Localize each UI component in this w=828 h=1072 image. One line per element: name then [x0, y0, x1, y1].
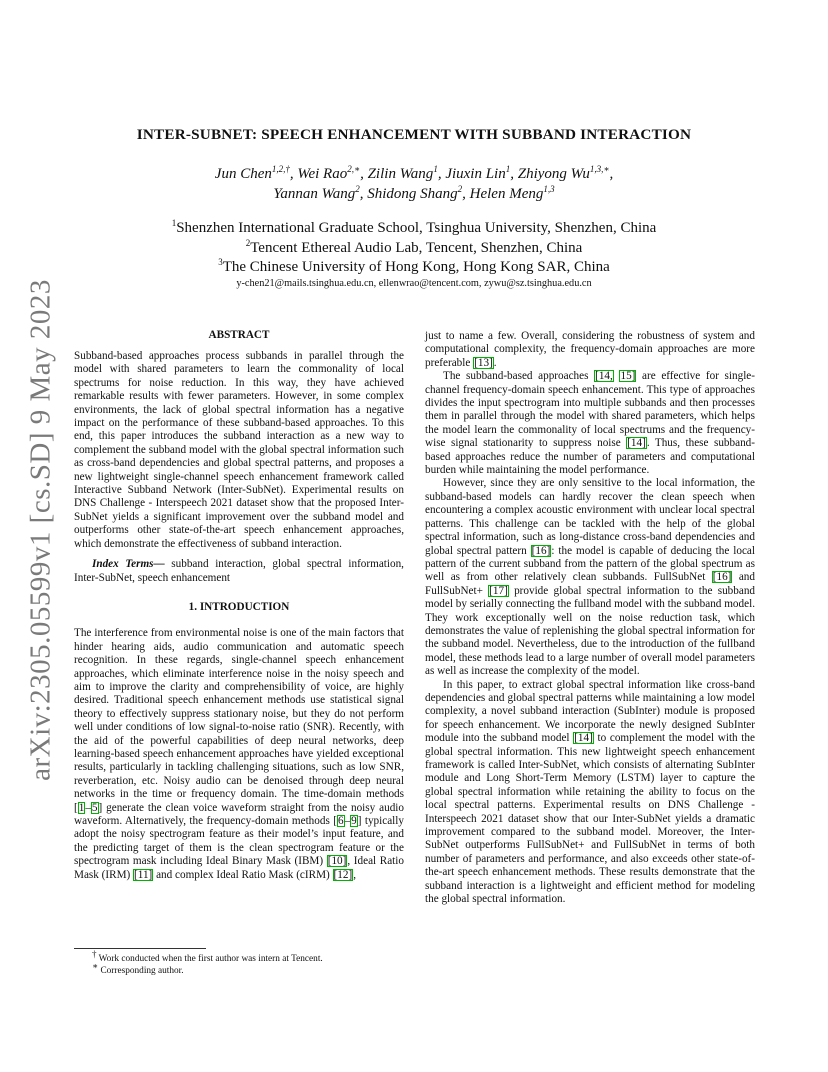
footnotes: [74, 948, 404, 977]
citation-link[interactable]: 15]: [620, 370, 636, 383]
paragraph-text: provide global spectral information to the subband model by serially connecting the fullband model with the subband model. They work exceptionally well on the noise reduction task, which demonstrates the value of replenishing the global spectral information for the subband model. Nevertheless, due to the introduction of the fullband model, these methods lead to a large number of overall model parameters as well as increase the complexity of the model.: [425, 584, 756, 678]
paragraph-text: .: [493, 356, 497, 369]
paragraph-text: –: [344, 815, 351, 827]
paragraph-text: are effective for single-channel frequency-domain speech enhancement. This type of approaches divides the input spectrogram into multiple subbands and then processes them in parallel through the model with shared parameters, which helps the model learn the commonality of local spectrums and the frequency-wise signal stationarity to suppress noise: [425, 370, 756, 450]
arxiv-sidebar-stamp: [21, 279, 61, 781]
abstract-body: Subband-based approaches process subbands in parallel through the model with shared parameters to learn the commonality of local spectrums for noise reduction. In this way, they have achieved remarkable results with fewer parameters. However, in some complex environments, the lack of global spectral information has a negative impact on the performance of these subband-based approaches. To this end, this paper introduces the subband interaction as a new way to complement the subband model with the global spectral information such as cross-band dependencies and global spectral patterns, and proposes a new lightweight single-channel speech enhancement framework called Interactive Subband Network (Inter-SubNet). Experimental results on DNS Challenge - Interspeech 2021 dataset show that the proposed Inter-SubNet yields a significant improvement over the subband model and outperforms other state-of-the-art speech enhancement approaches, which demonstrate the effectiveness of subband interaction.: [74, 350, 404, 550]
footnote: † Work conducted when the first author was intern at Tencent.: [92, 948, 323, 964]
author: Wei Rao$^{2,∗}$,: [297, 164, 368, 182]
section-heading-introduction: 1. INTRODUCTION: [188, 600, 290, 613]
citation-link[interactable]: [16]: [712, 571, 732, 584]
citation-link[interactable]: [10]: [327, 855, 347, 868]
paragraph-text: and FullSubNet+: [425, 571, 755, 597]
paragraph-text: –: [85, 801, 91, 814]
paragraph-text: : the model is capable of deducing the local pattern of the current subband from the pattern of the global spectrum as well as from other relatively clean subbands. FullSubNet: [425, 544, 755, 584]
paragraph-text: In this paper, to extract global spectral information like cross-band dependencies and global spectral patterns while maintaining a low model complexity, a novel subband interaction (SubInter) module is proposed for speech enhancement. We incorporate the newly designed SubInter module into the subband model: [425, 678, 755, 745]
author: Helen Meng$^{1,3}$: [469, 184, 555, 202]
citation-link[interactable]: [12]: [333, 868, 353, 881]
author: Zhiyong $Wu^{1,3,∗}$,: [517, 164, 614, 182]
author: Yannan Wang$^2$,: [273, 184, 368, 202]
author: Jun Chen$^{1,2,\dagger}$,: [214, 164, 298, 182]
author-emails: y-chen21@mails.tsinghua.edu.cn, ellenwrao@tencent.com, zywu@sz.tsinghua.edu.cn: [236, 278, 592, 289]
paragraph-text: The subband-based approaches: [443, 370, 595, 383]
author: Jiuxin Lin$^1$,: [445, 164, 518, 182]
abstract-heading: ABSTRACT: [208, 329, 270, 341]
citation-link[interactable]: [14]: [574, 732, 593, 745]
paragraph-text: ,: [353, 868, 356, 881]
author-list: [74, 164, 754, 204]
right-column: [425, 330, 755, 906]
paper-title: INTER-SUBNET: SPEECH ENHANCEMENT WITH SUBBAND INTERACTION: [136, 126, 692, 143]
citation-link[interactable]: [16]: [531, 544, 551, 557]
author-line-1: [74, 164, 754, 184]
affiliation: $^3$The Chinese University of Hong Kong, Hong Kong SAR, China: [218, 257, 610, 275]
citation-link[interactable]: [13]: [474, 356, 493, 369]
citation-link[interactable]: [11]: [134, 868, 153, 881]
affiliation: $^1$Shenzhen International Graduate School, Tsinghua University, Shenzhen, China: [171, 218, 657, 236]
paragraph-text: and complex Ideal Ratio Mask (cIRM): [153, 868, 333, 881]
citation-link[interactable]: 5: [91, 801, 98, 814]
paragraph-text: to complement the model with the global spectral information. This new lightweight speech enhancement framework is called Inter-SubNet, which consists of alternating SubInter module and Long Short-Term Memory (LSTM) layer to capture the global spectral information while retaining the ability to focus on the local spectral patterns. Experimental results on DNS Challenge - Interspeech 2021 dataset show that our Inter-SubNet yields a dramatic improvement compared to the subband model. Moreover, the Inter-SubNet outperforms FullSubNet+ and FullSubNet in terms of both number of parameters and performance, and also exceeds other state-of-the-art speech enhancement methods. These results demonstrate that the subband interaction is a lightweight and efficient method for modeling the global spectral information.: [425, 732, 755, 906]
index-terms: Index Terms— subband interaction, global spectral information, Inter-SubNet, speech enhancement: [74, 558, 404, 584]
author: Shidong Shang$^2$,: [367, 184, 470, 202]
arxiv-identifier: arXiv:2305.05599v1 [cs.SD] 9 May 2023: [24, 279, 57, 781]
body-paragraph: [425, 330, 755, 370]
paragraph-text: . Thus, these subband-based approaches reduce the number of parameters and computational burden while maintaining the model performance.: [425, 437, 755, 477]
author-line-2: [74, 184, 754, 204]
paragraph-text: ] typically adopt the noisy spectrogram feature as their model’s input feature, and the predicting target of them is the clean spectrogram feature or the spectrogram mask including Ideal Binary Mask (IBM): [74, 815, 404, 868]
intro-paragraph: [74, 627, 404, 882]
index-terms-label: Index Terms—: [92, 558, 165, 571]
affiliations: [74, 219, 754, 278]
body-paragraph: [425, 370, 755, 477]
citation-link[interactable]: 6: [337, 815, 344, 827]
citation-link[interactable]: [17]: [489, 584, 508, 597]
citation-link[interactable]: 9: [351, 815, 357, 827]
affiliation: $^2$Tencent Ethereal Audio Lab, Tencent, Shenzhen, China: [245, 237, 583, 256]
author: Zilin Wang$^1$,: [367, 164, 446, 182]
citation-link[interactable]: [14]: [627, 437, 646, 450]
body-paragraph: [425, 679, 755, 907]
citation-link[interactable]: [14,: [595, 370, 613, 383]
paragraph-text: ] generate the clean voice waveform straight from the noisy audio waveform. Alternatively, the frequency-domain methods [: [74, 801, 404, 827]
paragraph-text: just to name a few. Overall, considering the robustness of system and computational complexity, the frequency-domain approaches are more preferable: [425, 330, 755, 369]
footnote: ∗ Corresponding author.: [92, 960, 184, 976]
citation-link[interactable]: 1: [78, 801, 85, 814]
paragraph-text: , Ideal Ratio Mask (IRM): [74, 855, 404, 881]
paragraph-text: However, since they are only sensitive to the local information, the subband-based models can hardly recover the clean speech when encountering a complex acoustic environment with unclear local spectral patterns. This challenge can be tackled with the help of the global spectral information, such as long-distance cross-band dependencies and global spectral pattern: [425, 477, 755, 557]
body-paragraph: [425, 477, 755, 678]
left-column: [74, 350, 404, 882]
paragraph-text: The interference from environmental noise is one of the main factors that hinder hearing aids, audio communication and automatic speech recognition. In these regards, single-channel speech enhancement approaches, which eliminate interference noise in the noisy speech and aim to improve the clarity and comprehensibility of voice, are highly desired. Traditional speech enhancement methods use statistical signal theory to effectively suppress stationary noise, but they do not perform well under conditions of low signal-to-noise ratio (SNR). Recently, with the aid of the powerful capabilities of deep neural networks, deep learning-based speech enhancement approaches have yielded exceptional results, particularly in tackling challenging situations, such as low SNR, reverberation, etc. Noisy audio can be denoised through deep neural networks in the time or frequency domain. The time-domain methods [: [74, 627, 404, 814]
